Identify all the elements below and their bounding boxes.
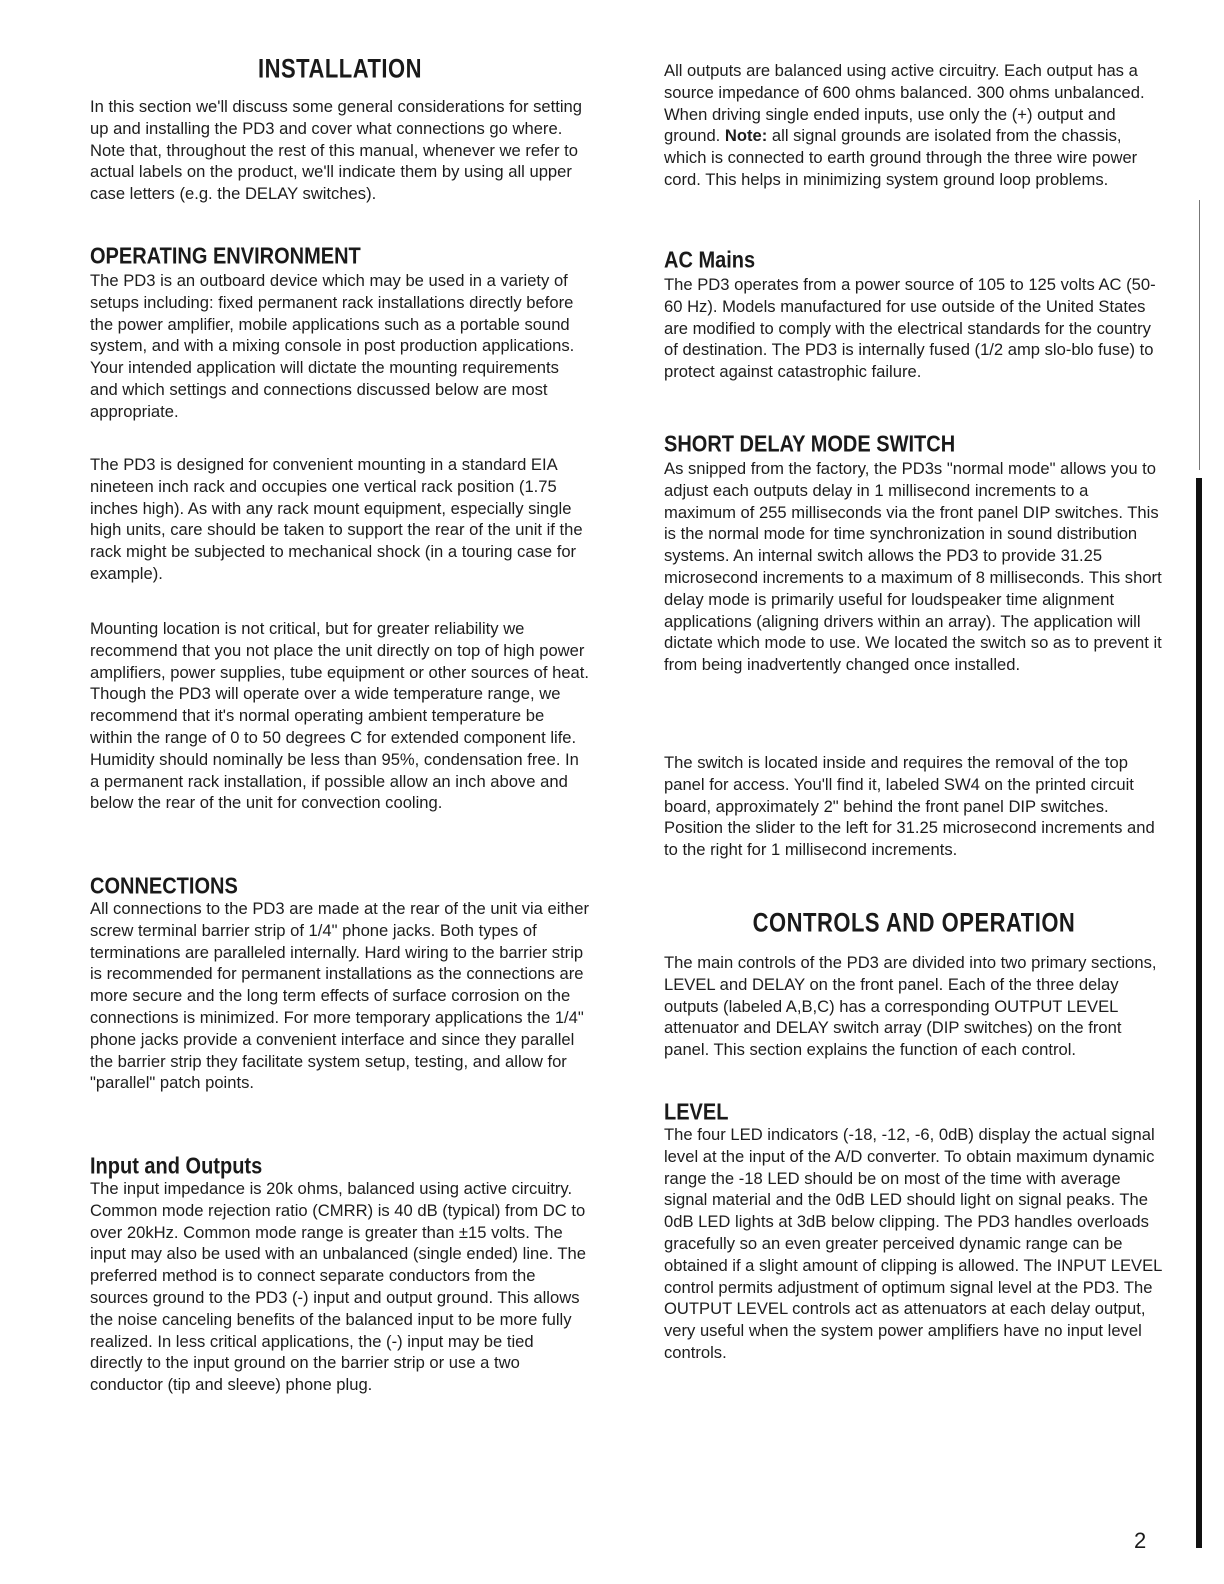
operating-paragraph-2: The PD3 is designed for convenient mounting in a standard EIA nineteen inch rack and occupies one vertical rack position (1.75 inches high). As with any rack mount equipment, especially single high units, care should be taken to support the rear of the unit if the rack might be subjected to mechanical shock (in a touring case for example). bbox=[90, 455, 583, 583]
outputs-text-post: all signal grounds are isolated from the chassis, which is connected to earth ground through the three wire power cord. This helps in minimizing system ground loop problems. bbox=[664, 126, 1138, 189]
connections-heading: CONNECTIONS bbox=[90, 874, 238, 900]
installation-paragraph: In this section we'll discuss some general considerations for setting up and installing the PD3 and cover what connections go where. Note that, throughout the rest of this manual, whenever we refer to actual labels on the product, we'll indicate them by using all upper case letters (e.g. the DELAY switches). bbox=[90, 97, 583, 204]
ac-mains-heading: AC Mains bbox=[664, 248, 756, 274]
scan-edge-line bbox=[1199, 200, 1200, 470]
operating-environment-heading: OPERATING ENVIRONMENT bbox=[90, 244, 361, 270]
input-outputs-heading: Input and Outputs bbox=[90, 1154, 263, 1180]
operating-paragraph-3: Mounting location is not critical, but for greater reliability we recommend that you not place the unit directly on top of high power amplifiers, power supplies, tube equipment or other sources of heat. Though the PD3 will operate over a wide temperature range, we recommend that it's normal operating ambient temperature be within the range of 0 to 50 degrees C for extended component life. Humidity should nominally be less than 95%, condensation free. In a permanent rack installation, if possible allow an inch above and below the rear of the unit for convection cooling. bbox=[90, 619, 590, 813]
input-outputs-paragraph: The input impedance is 20k ohms, balanced using active circuitry. Common mode rejection ratio (CMRR) is 40 dB (typical) from DC to over 20kHz. Common mode range is greater than ±15 volts. The input may also be used with an unbalanced (single ended) line. The preferred method is to connect separate conductors from the sources ground to the PD3 (-) input and output ground. This allows the noise canceling benefits of the balanced input to be more fully realized. In less critical applications, the (-) input may be tied directly to the input ground on the barrier strip or use a two conductor (tip and sleeve) phone plug. bbox=[90, 1179, 586, 1395]
short-delay-heading: SHORT DELAY MODE SWITCH bbox=[664, 432, 956, 458]
level-heading: LEVEL bbox=[664, 1100, 729, 1126]
connections-paragraph: All connections to the PD3 are made at the rear of the unit via either screw terminal barrier strip of 1/4" phone jacks. Both types of terminations are paralleled internally. Hard wiring to the barrier strip is recommended for permanent installations as the connections are more secure and the long term effects of surface corrosion on the connections is minimized. For more temporary applications the 1/4" phone jacks provide a convenient interface and since they parallel the barrier strip they facilitate system setup, testing, and allow for "parallel" patch points. bbox=[90, 899, 590, 1093]
short-delay-paragraph-2: The switch is located inside and requires the removal of the top panel for access. You'll find it, labeled SW4 on the printed circuit board, approximately 2" behind the front panel DIP switches. Position the slider to the left for 31.25 microsecond increments and to the right for 1 millisecond increments. bbox=[664, 753, 1155, 860]
operating-paragraph-1: The PD3 is an outboard device which may be used in a variety of setups including: fixed permanent rack installations directly before the power amplifier, mobile applications such as a portable sound system, and with a mixing console in post production applications. Your intended application will dictate the mounting requirements and which settings and connections discussed below are most appropriate. bbox=[90, 271, 575, 421]
level-paragraph: The four LED indicators (-18, -12, -6, 0dB) display the actual signal level at the input of the A/D converter. To obtain maximum dynamic range the -18 LED should be on most of the time with average signal material and the 0dB LED should light on signal peaks. The 0dB LED lights at 3dB below clipping. The PD3 handles overloads gracefully so an even greater perceived dynamic range can be obtained if a slight amount of clipping is allowed. The INPUT LEVEL control permits adjustment of optimum signal level at the PD3. The OUTPUT LEVEL controls act as attenuators at each delay output, very useful when the system power amplifiers have no input level controls. bbox=[664, 1125, 1162, 1362]
outputs-paragraph bbox=[664, 60, 1164, 191]
installation-heading: INSTALLATION bbox=[257, 53, 423, 84]
short-delay-paragraph-1: As snipped from the factory, the PD3s "normal mode" allows you to adjust each outputs delay in 1 millisecond increments to a maximum of 255 milliseconds via the front panel DIP switches. This is the normal mode for time synchronization in sound distribution systems. An internal switch allows the PD3 to provide 31.25 microsecond increments to a maximum of 8 milliseconds. This short delay mode is primarily useful for loudspeaker time alignment applications (aligning drivers within an array). The application will dictate which mode to use. We located the switch so as to prevent it from being inadvertently changed once installed. bbox=[664, 459, 1162, 675]
ac-mains-paragraph: The PD3 operates from a power source of 105 to 125 volts AC (50-60 Hz). Models manufactured for use outside of the United States are modified to comply with the electrical standards for the country of destination. The PD3 is internally fused (1/2 amp slo-blo fuse) to protect against catastrophic failure. bbox=[664, 275, 1156, 382]
outputs-text-pre: All outputs are balanced using active circuitry. Each output has a source impedance of 600 ohms balanced. 300 ohms unbalanced. When driving single ended inputs, use only the (+) output and ground. bbox=[664, 61, 1145, 146]
scan-edge-bar bbox=[1196, 478, 1202, 1548]
page-number: 2 bbox=[1134, 1528, 1147, 1553]
note-label: Note: bbox=[724, 126, 768, 146]
controls-heading: CONTROLS AND OPERATION bbox=[752, 907, 1076, 938]
controls-paragraph: The main controls of the PD3 are divided into two primary sections, LEVEL and DELAY on the front panel. Each of the three delay outputs (labeled A,B,C) has a corresponding OUTPUT LEVEL attenuator and DELAY switch array (DIP switches) on the front panel. This section explains the function of each control. bbox=[664, 953, 1157, 1060]
